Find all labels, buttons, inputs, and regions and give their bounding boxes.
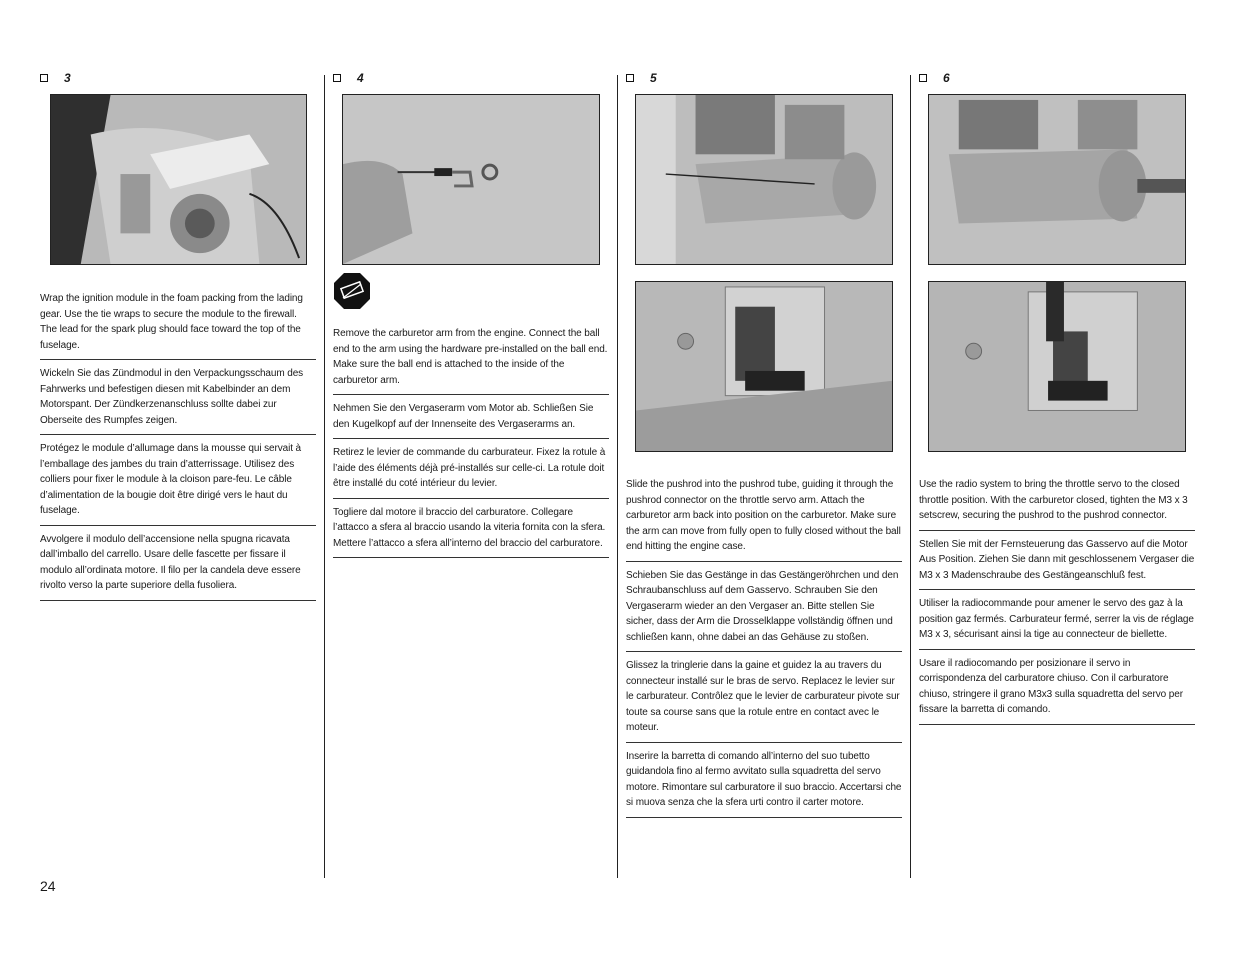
paragraph-de: Stellen Sie mit der Fernsteuerung das Gasservo auf die Motor Aus Position. Ziehen Sie dann mit geschlossenem Vergaser die M3 x 3 Madenschraube des Gestängeanschluß fest. (919, 531, 1195, 591)
photo-engine-closed (928, 94, 1186, 265)
paragraph-fr: Retirez le levier de commande du carburateur. Fixez la rotule à l’aide des éléments déjà pré-installés sur celle-ci. La rotule doit être installé du coté intérieur du levier. (333, 439, 609, 499)
step-5-text (626, 473, 902, 818)
paragraph-it: Inserire la barretta di comando all’interno del suo tubetto guidandola fino al fermo avvitato sulla squadretta del servo motore. Rimontare sul carburatore il suo braccio. Accertarsi che si muova senza che la sfera urti contro il carter motore. (626, 743, 902, 818)
step-number: 3 (64, 71, 71, 85)
step-4-column (333, 70, 609, 94)
photo-engine-pushrod (635, 94, 893, 265)
page-number: 24 (40, 878, 56, 894)
step-6-text (919, 473, 1195, 725)
paragraph-de: Wickeln Sie das Zündmodul in den Verpackungsschaum des Fahrwerks und befestigen diesen mit Kabelbinder an dem Motorspant. Der Zündkerzenanschluss sollte dabei zur Oberseite des Rumpfes zeigen. (40, 360, 316, 435)
column-divider (617, 75, 618, 878)
step-4-text (333, 322, 609, 558)
checkbox-icon[interactable] (626, 74, 634, 82)
step-number: 6 (943, 71, 950, 85)
step-3-column (40, 70, 316, 94)
paragraph-it: Avvolgere il modulo dell’accensione nella spugna ricavata dall’imballo del carrello. Usare delle fascette per fissare il modulo all’ordinata motore. Il filo per la candela deve essere rivolto verso la parte superiore della fusoliera. (40, 526, 316, 601)
step-6-header (919, 70, 1195, 86)
column-divider (910, 75, 911, 878)
checkbox-icon[interactable] (333, 74, 341, 82)
paragraph-en: Use the radio system to bring the throttle servo to the closed throttle position. With the carburetor closed, tighten the M3 x 3 setscrew, securing the pushrod to the pushrod connector. (919, 473, 1195, 531)
checkbox-icon[interactable] (919, 74, 927, 82)
step-number: 5 (650, 71, 657, 85)
paragraph-en: Wrap the ignition module in the foam packing from the lading gear. Use the tie wraps to secure the module to the firewall. The lead for the spark plug should face toward the top of the fuselage. (40, 287, 316, 360)
step-5-column (626, 70, 902, 94)
paragraph-en: Slide the pushrod into the pushrod tube, guiding it through the pushrod connector on the throttle servo arm. Attach the carburetor arm back into position on the carburetor. Make sure the arm can move from fully open to fully closed without the ball end hitting the engine case. (626, 473, 902, 562)
paragraph-de: Nehmen Sie den Vergaserarm vom Motor ab. Schließen Sie den Kugelkopf auf der Innenseite des Vergaserarms an. (333, 395, 609, 439)
photo-servo-connector (635, 281, 893, 452)
step-6-column (919, 70, 1195, 94)
paragraph-fr: Utiliser la radiocommande pour amener le servo des gaz à la position gaz fermés. Carburateur fermé, serrer la vis de réglage M3 x 3, sécurisant ainsi la tige au connecteur de biellette. (919, 590, 1195, 650)
checkbox-icon[interactable] (40, 74, 48, 82)
paragraph-it: Usare il radiocomando per posizionare il servo in corrispondenza del carburatore chiuso. Con il carburatore chiuso, stringere il grano M3x3 sulla squadretta del servo per fissare la barretta di comando. (919, 650, 1195, 725)
step-5-header (626, 70, 902, 86)
paragraph-it: Togliere dal motore il braccio del carburatore. Collegare l’attacco a sfera al braccio usando la viteria fornita con la sfera. Mettere l’attacco a sfera all’interno del braccio del carburatore. (333, 499, 609, 559)
paragraph-de: Schieben Sie das Gestänge in das Gestängeröhrchen und den Schraubanschluss auf dem Gasservo. Schrauben Sie den Vergaserarm wieder an den Vergaser an. Bitte stellen Sie sicher, dass der Arm die Drosselklappe vollständig öffnen und schließen kann, ohne dabei an das Gehäuse zu stoßen. (626, 562, 902, 653)
step-number: 4 (357, 71, 364, 85)
paragraph-fr: Protégez le module d’allumage dans la mousse qui servait à l’emballage des jambes du train d’atterrissage. Utilisez des colliers pour fixer le module à la cloison pare-feu. Le câble d’alimentation de la bougie doit être dirigé vers le haut du fuselage. (40, 435, 316, 526)
glue-warning-icon (333, 272, 371, 310)
step-4-header (333, 70, 609, 86)
column-divider (324, 75, 325, 878)
photo-setscrew (928, 281, 1186, 452)
paragraph-en: Remove the carburetor arm from the engine. Connect the ball end to the arm using the hardware pre-installed on the ball end. Make sure the ball end is attached to the inside of the carburetor arm. (333, 322, 609, 395)
photo-ignition-module (50, 94, 307, 265)
photo-carburetor-arm (342, 94, 600, 265)
step-3-text (40, 287, 316, 601)
paragraph-fr: Glissez la tringlerie dans la gaine et guidez la au travers du connecteur installé sur le bras de servo. Replacez le levier sur le carburateur. Contrôlez que le levier de carburateur pivote sur toute sa course sans que la rotule entre en contact avec le moteur. (626, 652, 902, 743)
step-3-header (40, 70, 316, 86)
